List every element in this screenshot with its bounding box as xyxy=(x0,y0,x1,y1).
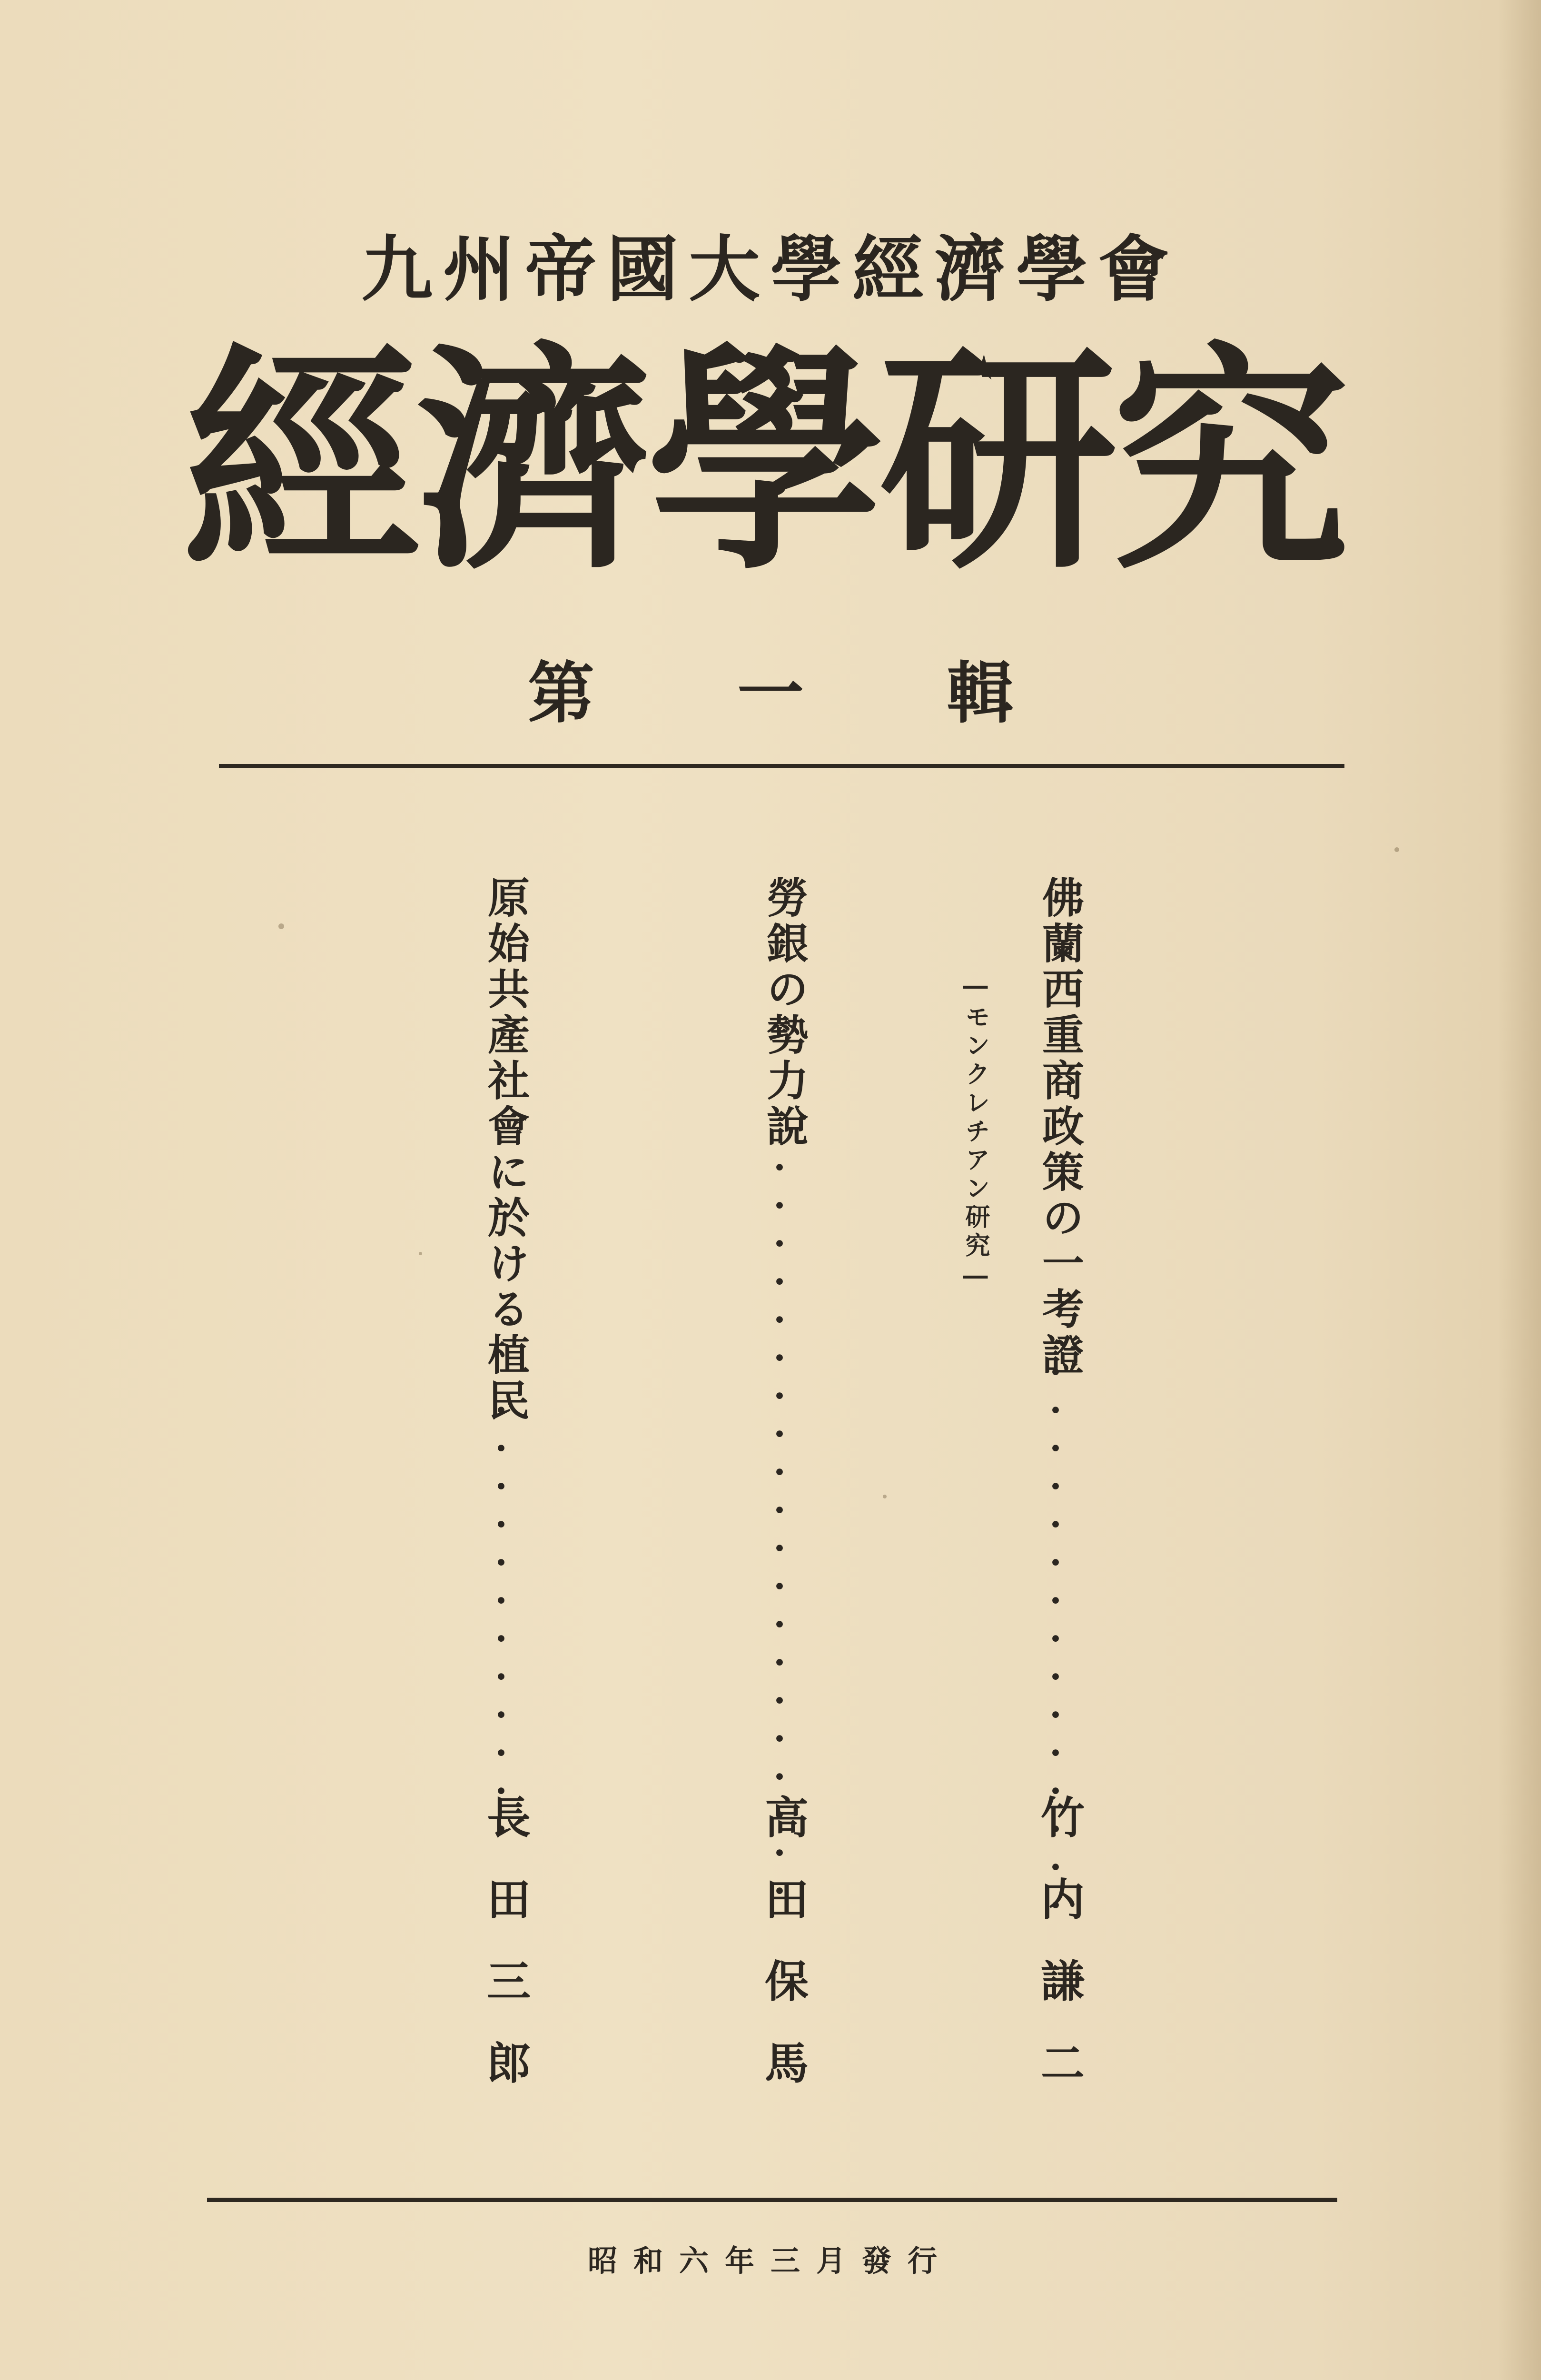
bottom-divider xyxy=(207,2198,1337,2202)
article-subtitle: ―モンクレチアン研究― xyxy=(961,971,990,1294)
article-author: 長田三郎 xyxy=(480,1795,531,2122)
paper-speck xyxy=(419,1252,422,1255)
paper-speck xyxy=(883,1495,887,1498)
issue-number xyxy=(0,640,1541,736)
publisher-name: 九州帝國大學經濟學會 xyxy=(361,228,1180,311)
article-title: 原始共產社會に於ける植民 xyxy=(481,876,531,1424)
article-author: 竹内謙二 xyxy=(1034,1795,1085,2122)
article-title: 勞銀の勢力說 xyxy=(760,876,810,1150)
issue-char: 輯 xyxy=(947,654,1014,733)
top-divider xyxy=(219,764,1344,768)
leader-dots: ・・・・・・・・・・・・・・・・・・・・ xyxy=(759,1152,795,1914)
journal-title: 經濟學研究 xyxy=(183,322,1344,601)
paper-speck xyxy=(278,923,284,929)
leader-dots: ・・・・・・・・・・・・ xyxy=(481,1395,516,1852)
issue-char: 一 xyxy=(737,654,804,733)
paper-speck xyxy=(1394,847,1399,852)
issue-char: 第 xyxy=(527,654,594,733)
article-author: 高田保馬 xyxy=(758,1795,809,2122)
article-title: 佛蘭西重商政策の一考證 xyxy=(1036,876,1085,1378)
leader-dots: ・・・・・・・・・・・・・・・ xyxy=(1035,1357,1071,1928)
publication-date: 昭和六年三月發行 xyxy=(587,2243,953,2278)
